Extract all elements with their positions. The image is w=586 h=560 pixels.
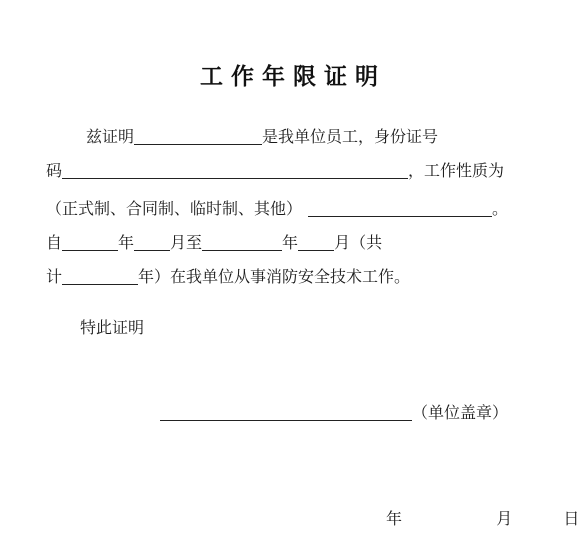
- line-certify-name: [86, 124, 438, 148]
- end-month-blank-field[interactable]: [298, 232, 334, 251]
- closing-text: 特此证明: [80, 318, 145, 337]
- line4-year2: 年: [282, 233, 299, 252]
- id-number-blank-field[interactable]: [62, 160, 408, 179]
- work-type-blank-field[interactable]: [308, 198, 492, 217]
- seal-label: （单位盖章）: [412, 403, 509, 422]
- line-period: [46, 230, 382, 254]
- line1-suffix: 是我单位员工，身份证号: [262, 127, 439, 146]
- date-line: [386, 506, 579, 529]
- line-total-years: [46, 264, 410, 288]
- seal-line: [160, 400, 508, 424]
- date-year-label: 年: [386, 509, 403, 528]
- line4-from: 自: [46, 233, 63, 252]
- line5-prefix: 计: [46, 267, 63, 286]
- name-blank-field[interactable]: [134, 126, 262, 145]
- document-title: 工作年限证明: [200, 64, 386, 90]
- date-month-label: 月: [496, 509, 513, 528]
- line-id-number: [46, 158, 504, 182]
- line-work-type: [46, 196, 508, 220]
- line3-prefix: （正式制、合同制、临时制、其他）: [46, 199, 303, 218]
- line3-suffix: 。: [492, 199, 509, 218]
- seal-blank-field[interactable]: [160, 402, 412, 421]
- line4-month-total: 月（共: [334, 233, 383, 252]
- total-years-blank-field[interactable]: [62, 266, 138, 285]
- line1-prefix: 兹证明: [86, 127, 135, 146]
- end-year-blank-field[interactable]: [202, 232, 282, 251]
- line2-prefix: 码: [46, 161, 63, 180]
- closing-line: [80, 315, 144, 339]
- line4-month-to: 月至: [170, 233, 203, 252]
- start-month-blank-field[interactable]: [134, 232, 170, 251]
- line2-suffix: ，工作性质为: [408, 161, 505, 180]
- line5-suffix: 年）在我单位从事消防安全技术工作。: [138, 267, 411, 286]
- date-day-label: 日: [563, 509, 580, 528]
- line4-year: 年: [118, 233, 135, 252]
- start-year-blank-field[interactable]: [62, 232, 118, 251]
